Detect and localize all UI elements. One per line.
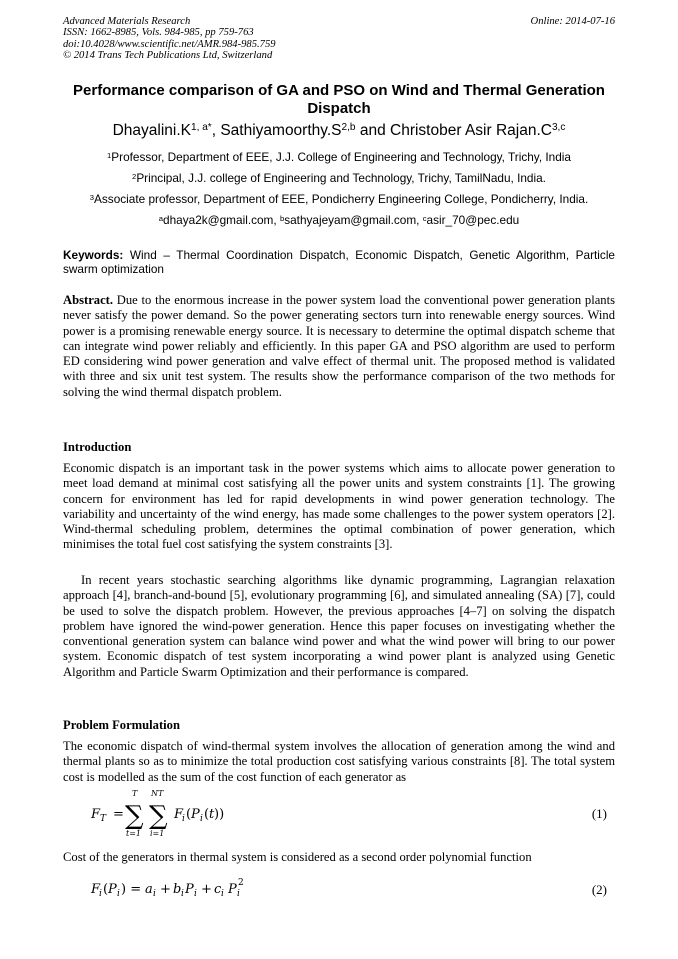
svg-text:=: = — [113, 807, 124, 822]
svg-text:∑: ∑ — [149, 801, 168, 831]
svg-text:a: a — [145, 882, 153, 897]
affiliation — [63, 150, 615, 164]
svg-text:i: i — [200, 814, 203, 824]
author-name: Dhayalini.K — [112, 122, 191, 139]
svg-text:F: F — [91, 807, 101, 822]
svg-text:c: c — [214, 882, 222, 897]
svg-text:+: + — [201, 882, 212, 897]
keywords — [63, 248, 615, 276]
email: sathyajeyam@gmail.com, — [284, 213, 423, 227]
affiliation-text: Professor, Department of EEE, J.J. College of Engineering and Technology, Trichy, India — [111, 150, 571, 164]
doi: doi:10.4028/www.scientific.net/AMR.984-985.759 — [63, 38, 276, 50]
svg-text:i: i — [153, 889, 156, 899]
author-superscript: 1, a* — [191, 122, 212, 134]
svg-text:)): )) — [214, 807, 225, 822]
equation-1-formula — [87, 786, 387, 840]
author-superscript: 3,c — [551, 122, 566, 134]
author-name: Christober Asir Rajan.C — [390, 122, 552, 139]
author-superscript: 2,b — [341, 122, 356, 134]
affiliation-superscript: 2 — [132, 171, 137, 181]
svg-text:i=1: i=1 — [150, 829, 165, 838]
author-list: $Dhayalini.K^{1, a*}$, $Sathiyamoorthy.S^{2,b}$ and Christober Asir $Rajan.C^{3,c}$ — [112, 122, 566, 139]
equation-number: (1) — [591, 806, 607, 821]
introduction-paragraph: Economic dispatch is an important task in the power systems which aims to allocate power generation to meet load demand at minimal cost satisfying all the power units and system constraints [1]. The growing concern for environment has led for rapid developments in wind power generation technology. The variability and uncertainty of the wind energy, has made some challenges to the power system operators [2]. Wind-thermal scheduling problem, determines the optimal combination of power generation, which minimises the total fuel cost satisfying the system constraints [3]. — [63, 461, 615, 552]
svg-text:i: i — [182, 814, 185, 824]
equation-number: (2) — [591, 882, 607, 897]
equation-1 — [63, 786, 615, 846]
svg-text:i: i — [117, 889, 120, 899]
affiliation-text: Associate professor, Department of EEE, Pondicherry Engineering College, Pondicherry, India. — [94, 192, 589, 206]
online-date: Online: 2014-07-16 — [530, 16, 615, 27]
svg-text:i: i — [237, 889, 240, 899]
issn: ISSN: 1662-8985, Vols. 984-985, pp 759-763 — [63, 27, 254, 39]
introduction-paragraph: In recent years stochastic searching algorithms like dynamic programming, Lagrangian relaxation approach [4], branch-and-bound [5], evolutionary programming [6], and simulated annealing (SA) [7], could be used to solve the dispatch problem. However, the previous approaches [4–7] on solving the dispatch problem have ignored the wind-power generation. Hence this paper focuses on investigating whether the conventional generation system can balance wind power and what the wind power will bring to our power system. Economic dispatch of test system incorporating a wind power plant is analyzed using Genetic Algorithm and Particle Swarm Optimization and their performance is compared. — [63, 573, 615, 679]
abstract-text: Due to the enormous increase in the power system load the conventional power generation plants never satisfy the power demand. So the power generating sectors turn into renewable energy sources. Wind power is a promising renewable energy source. It is necessary to determine the optimal dispatch scheme that can integrate wind power reliably and efficiently. In this paper GA and PSO algorithm are used to perform ED considering wind power generation and valve effect of thermal unit. The proposed method is validated with three and six unit test system. The results show the performance comparison of the two methods for solving the wind thermal dispatch problem. — [63, 293, 615, 399]
svg-text:b: b — [173, 882, 182, 897]
svg-text:t=1: t=1 — [126, 829, 142, 838]
affiliation — [63, 171, 615, 185]
affiliation-superscript: 3 — [89, 192, 95, 202]
copyright: © 2014 Trans Tech Publications Ltd, Switzerland — [63, 49, 273, 61]
keywords-text: Wind – Thermal Coordination Dispatch, Economic Dispatch, Genetic Algorithm, Particle swarm optimization — [63, 248, 615, 276]
email: dhaya2k@gmail.com, — [163, 213, 280, 227]
section-heading: Introduction — [63, 440, 132, 454]
svg-text:P: P — [228, 882, 237, 897]
affiliation-superscript: 1 — [107, 150, 112, 160]
section-heading: Problem Formulation — [63, 718, 180, 732]
svg-text:(: ( — [186, 807, 192, 822]
svg-text:i: i — [221, 889, 224, 899]
affiliation-text: Principal, J.J. college of Engineering and Technology, Trichy, TamilNadu, India. — [136, 171, 546, 185]
svg-text:F: F — [174, 807, 184, 822]
author-conjunction: and — [355, 122, 390, 139]
keywords-label: Keywords: — [63, 248, 124, 262]
abstract — [63, 293, 615, 400]
email: asir_70@pec.edu — [426, 213, 520, 227]
svg-text:F: F — [91, 882, 101, 897]
abstract-label: Abstract. — [63, 293, 114, 307]
svg-text:i: i — [194, 889, 197, 899]
affiliation — [63, 192, 615, 206]
svg-text:T: T — [132, 789, 138, 798]
svg-text:) =: ) = — [121, 882, 142, 897]
svg-text:i: i — [181, 889, 184, 899]
svg-text:P: P — [185, 882, 194, 897]
svg-text:(: ( — [103, 882, 109, 897]
svg-text:P: P — [191, 807, 200, 822]
svg-text:T: T — [100, 814, 107, 824]
svg-text:t: t — [209, 807, 215, 822]
svg-text:∑: ∑ — [125, 801, 144, 831]
email-list: $^a$dhaya2k@gmail.com, $^b$sathyajeyam@gmail.com, $^c$asir_70@pec.edu — [158, 213, 520, 227]
svg-text:P: P — [108, 882, 117, 897]
svg-text:(: ( — [204, 807, 210, 822]
problem-paragraph: The economic dispatch of wind-thermal system involves the allocation of generation among the wind and thermal plants so as to minimize the total production cost satisfying various constraints [8]. The total system cost is modelled as the sum of the cost function of each generator as — [63, 739, 615, 784]
svg-text:NT: NT — [151, 789, 164, 798]
author-name: Sathiyamoorthy.S — [220, 122, 342, 139]
journal-name: Advanced Materials Research — [63, 16, 191, 27]
svg-text:2: 2 — [238, 878, 244, 888]
svg-text:i: i — [99, 889, 102, 899]
equation-2 — [63, 874, 615, 904]
equation-2-formula — [87, 874, 387, 904]
svg-text:+: + — [160, 882, 171, 897]
journal-header — [63, 16, 615, 61]
problem-paragraph: Cost of the generators in thermal system is considered as a second order polynomial function — [63, 850, 532, 864]
paper-title: Performance comparison of GA and PSO on Wind and Thermal Generation Dispatch — [73, 82, 605, 117]
